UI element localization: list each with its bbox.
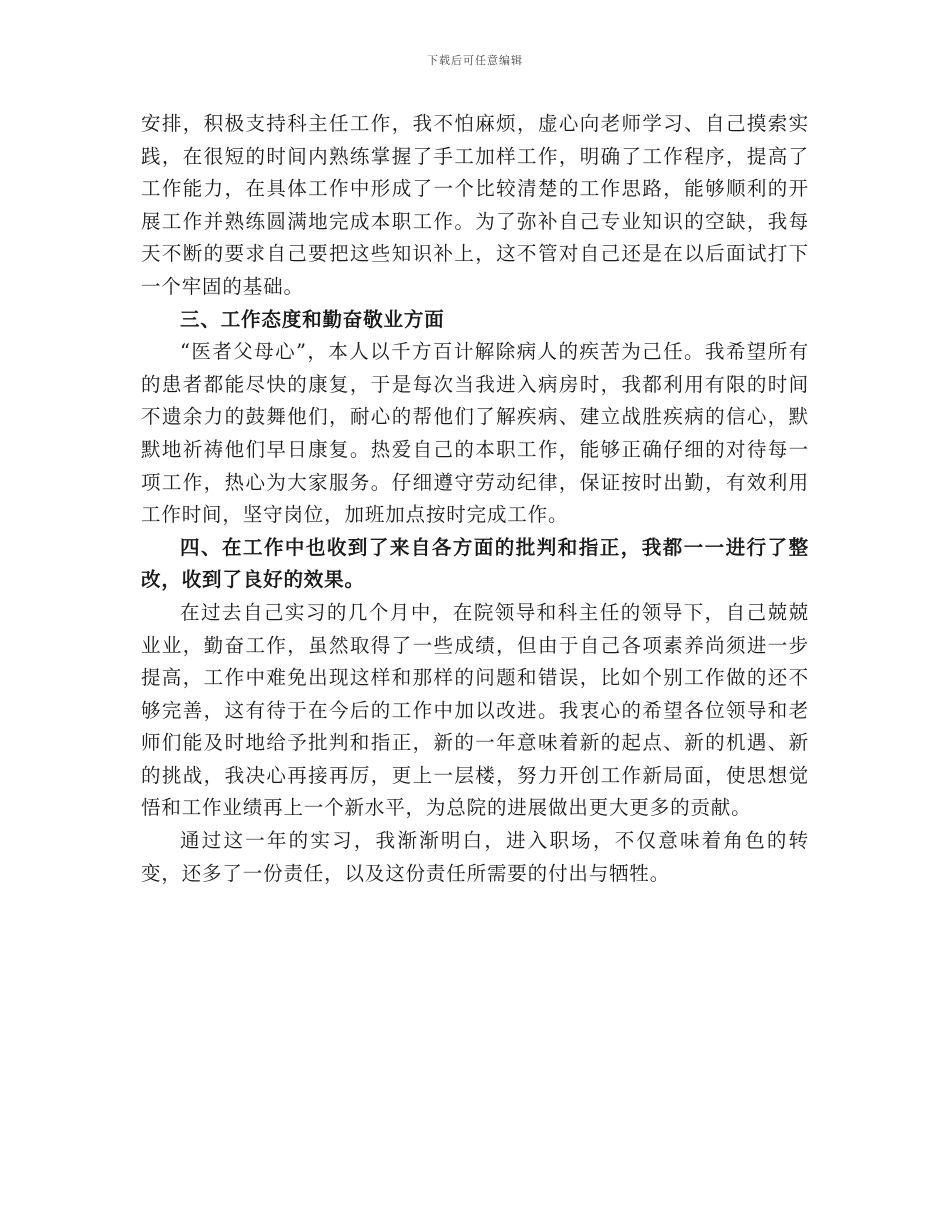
document-body (141, 108, 809, 890)
paragraph-continuation: 安排，积极支持科主任工作，我不怕麻烦，虚心向老师学习、自己摸索实践，在很短的时间内熟练掌握了手工加样工作，明确了工作程序，提高了工作能力，在具体工作中形成了一个比较清楚的工作思路，能够顺利的开展工作并熟练圆满地完成本职工作。为了弥补自己专业知识的空缺，我每天不断的要求自己要把这些知识补上，这不管对自己还是在以后面试打下一个牢固的基础。 (141, 112, 809, 298)
page-header: 下载后可任意编辑 (427, 54, 523, 67)
paragraph-attitude: “医者父母心”，本人以千方百计解除病人的疾苦为己任。我希望所有的患者都能尽快的康复，于是每次当我进入病房时，我都利用有限的时间不遗余力的鼓舞他们，耐心的帮他们了解疾病、建立战胜疾病的信心，默默地祈祷他们早日康复。热爱自己的本职工作，能够正确仔细的对待每一项工作，热心为大家服务。仔细遵守劳动纪律，保证按时出勤，有效利用工作时间，坚守岗位，加班加点按时完成工作。 (141, 340, 809, 527)
section-heading-4: 四、在工作中也收到了来自各方面的批判和指正，我都一一进行了整改，收到了良好的效果。 (141, 535, 809, 592)
paragraph-review: 在过去自己实习的几个月中，在院领导和科主任的领导下，自己兢兢业业，勤奋工作，虽然取得了一些成绩，但由于自己各项素养尚须进一步提高，工作中难免出现这样和那样的问题和错误，比如个别工作做的还不够完善，这有待于在今后的工作中加以改进。我衷心的希望各位领导和老师们能及时地给予批判和指正，新的一年意味着新的起点、新的机遇、新的挑战，我决心再接再厉，更上一层楼，努力开创工作新局面，使思想觉悟和工作业绩再上一个新水平，为总院的进展做出更大更多的贡献。 (141, 600, 809, 820)
section-heading-3: 三、工作态度和勤奋敬业方面 (180, 307, 445, 331)
paragraph-conclusion: 通过这一年的实习，我渐渐明白，进入职场，不仅意味着角色的转变，还多了一份责任，以及这份责任所需要的付出与牺牲。 (141, 829, 809, 885)
